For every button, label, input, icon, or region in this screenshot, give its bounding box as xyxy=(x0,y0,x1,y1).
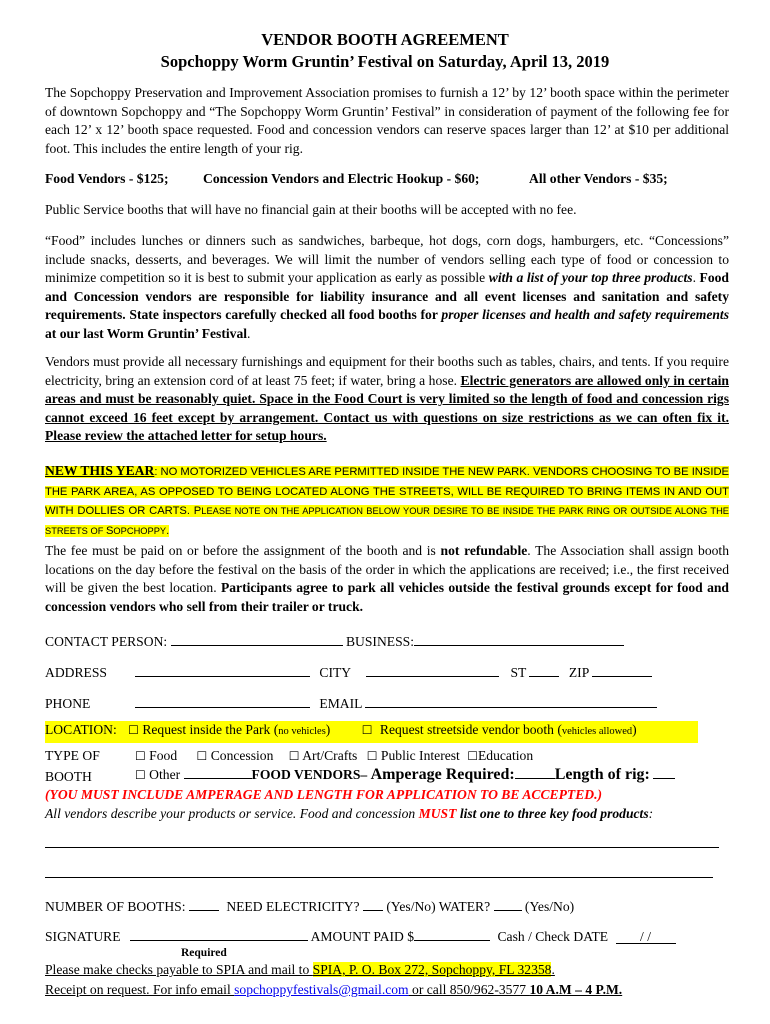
option-other: Other xyxy=(149,767,181,782)
electricity-label: NEED ELECTRICITY? xyxy=(226,899,360,914)
phone-email-row[interactable] xyxy=(135,696,657,712)
fee-food: Food Vendors - $125; xyxy=(45,171,169,186)
checkbox-other-icon[interactable]: ☐ xyxy=(135,768,146,782)
amount-label: AMOUNT PAID $ xyxy=(310,929,415,944)
describe-list: list one to three key food products xyxy=(456,806,649,821)
water-yes-no: (Yes/No) xyxy=(524,899,575,914)
products-line-1[interactable] xyxy=(45,847,719,848)
cash-check-label: Cash / Check DATE xyxy=(497,929,609,944)
food-paragraph xyxy=(45,232,729,344)
describe-text: All vendors describe your products or service. Food and concession xyxy=(45,806,419,821)
amperage-label: Amperage Required: xyxy=(370,766,515,783)
city-input[interactable] xyxy=(366,665,499,677)
food-last-festival: at our last Worm Gruntin’ Festival xyxy=(45,325,248,341)
email-label: EMAIL xyxy=(319,696,362,711)
option-concession: Concession xyxy=(210,748,274,763)
contact-email-link[interactable]: sopchoppyfestivals@gmail.com xyxy=(234,982,409,997)
new-this-year-label: NEW THIS YEAR xyxy=(45,463,155,478)
option-art-crafts: Art/Crafts xyxy=(302,748,358,763)
fee-concession: Concession Vendors and Electric Hookup - $60; xyxy=(203,171,480,186)
signature-label: SIGNATURE xyxy=(45,929,121,944)
contact-hours: 10 A.M – 4 P.M. xyxy=(529,982,623,997)
address-input-row[interactable] xyxy=(135,665,652,681)
public-service-paragraph: Public Service booths that will have no financial gain at their booths will be accepted with no fee. xyxy=(45,202,577,217)
document-subtitle: Sopchoppy Worm Gruntin’ Festival on Saturday, April 13, 2019 xyxy=(160,52,610,71)
booths-row xyxy=(45,899,574,915)
checks-text: Please make checks payable to SPIA and mail to xyxy=(45,962,313,977)
document-title: VENDOR BOOTH AGREEMENT xyxy=(261,30,509,49)
new-this-year-text: : NO MOTORIZED VEHICLES ARE PERMITTED INSIDE THE NEW PARK. VENDORS CHOOSING TO BE INSIDE THE PARK AREA, AS OPPOSED TO BEING LOCATED ALONG THE STREETS, WILL BE REQUIRED TO BRING ITEMS IN AND OUT WITH DOLLIES OR CARTS. P xyxy=(45,466,729,517)
contact-person-label: CONTACT PERSON: xyxy=(45,634,168,649)
new-this-year-s: S xyxy=(105,524,114,537)
checkbox-park-icon[interactable]: ☐ xyxy=(128,723,139,737)
receipt-text: Receipt on request. For info email xyxy=(45,982,235,997)
food-vendors-label: FOOD VENDORS– xyxy=(251,767,368,782)
phone-text: or call 850/962-3577 xyxy=(408,982,530,997)
vendors-paragraph xyxy=(45,353,729,446)
products-line-2[interactable] xyxy=(45,877,713,878)
business-label: BUSINESS: xyxy=(345,634,414,649)
business-input[interactable] xyxy=(414,634,624,646)
checks-instructions xyxy=(45,962,555,978)
address-input[interactable] xyxy=(135,665,310,677)
location-row xyxy=(45,721,698,743)
fee-other: All other Vendors - $35; xyxy=(529,171,668,186)
phone-label: PHONE xyxy=(45,696,91,711)
checkbox-art-icon[interactable]: ☐ xyxy=(288,749,300,763)
vendors-rules: Electric generators are allowed only in certain areas and must be reasonably quiet. Space in the Food Court is very limited so the length of food and concession rigs cannot exceed 16 feet except by arrangement. Contact us with questions on size restrictions as we can often fix it. Please review the attached letter for setup hours. xyxy=(45,372,729,444)
state-label: ST xyxy=(510,665,527,680)
amount-input[interactable] xyxy=(414,929,490,941)
checkbox-education-icon[interactable]: ☐ xyxy=(467,749,478,763)
new-this-year-notice xyxy=(45,461,729,541)
receipt-info xyxy=(45,982,622,998)
checkbox-public-icon[interactable]: ☐ xyxy=(366,749,378,763)
must-include-notice: (YOU MUST INCLUDE AMPERAGE AND LENGTH FOR APPLICATION TO BE ACCEPTED.) xyxy=(45,787,603,802)
food-punct: . xyxy=(692,270,700,286)
fee-text: The fee must be paid on or before the assignment of the booth and is xyxy=(45,543,441,558)
location-street-label: Request streetside vendor booth ( xyxy=(379,722,562,737)
option-food: Food xyxy=(149,748,178,763)
type-label-1: TYPE OF xyxy=(45,748,100,763)
food-responsibility: Food and Concession vendors are responsible for liability insurance and all event licenses and sanitation and safety requirements. State inspectors carefully checked all food booths for xyxy=(45,270,729,323)
water-input[interactable] xyxy=(494,899,522,911)
location-street-end: ) xyxy=(632,722,637,737)
location-park-end: ) xyxy=(325,722,331,737)
food-text: “Food” includes lunches or dinners such as sandwiches, barbeque, hot dogs, corn dogs, hamburgers, etc. “Concessions” include snacks, desserts, and beverages. We will limit the number of vendors selling each type of food or concession to minimize competition so it is best to submit your application as early as possible xyxy=(45,233,729,286)
type-options-row xyxy=(135,748,533,764)
address-label: ADDRESS xyxy=(45,665,107,680)
option-public-interest: Public Interest xyxy=(380,748,460,763)
booths-input[interactable] xyxy=(189,899,219,911)
booths-label: NUMBER OF BOOTHS: xyxy=(45,899,186,914)
checkbox-concession-icon[interactable]: ☐ xyxy=(196,749,208,763)
vendors-text: Vendors must provide all necessary furnishings and equipment for their booths such as tables, chairs, and tents. If you require electricity, bring an extension cord of at least 75 feet; if water, bring a hose. xyxy=(45,354,729,388)
mailing-address: SPIA, P. O. Box 272, Sopchoppy, FL 32358 xyxy=(312,962,552,977)
location-label: LOCATION: xyxy=(45,722,117,737)
fee-paragraph xyxy=(45,542,729,616)
location-park-note: no vehicles xyxy=(278,726,326,737)
signature-row xyxy=(45,929,676,945)
date-input[interactable]: / / xyxy=(616,929,676,944)
food-end: . xyxy=(247,325,251,341)
describe-must: MUST xyxy=(418,806,457,821)
option-education: Education xyxy=(478,748,534,763)
describe-instructions xyxy=(45,806,653,822)
location-street-note: vehicles allowed xyxy=(561,726,633,737)
checkbox-food-icon[interactable]: ☐ xyxy=(135,749,146,763)
location-park-label: Request inside the Park ( xyxy=(142,722,279,737)
zip-input[interactable] xyxy=(592,665,652,677)
amperage-input[interactable] xyxy=(515,767,555,779)
new-this-year-note: LEASE NOTE ON THE APPLICATION BELOW YOUR DESIRE TO BE INSIDE THE PARK RING OR OUTSIDE ALONG THE STREETS OF xyxy=(45,506,729,536)
checkbox-street-icon[interactable]: ☐ xyxy=(361,723,373,737)
fee-assignment-text: . The Association shall assign booth locations on the day before the festival on the basis of the order in which the applications are received; i.e., the first received will be given the best location. xyxy=(45,543,729,596)
contact-person-input[interactable] xyxy=(171,634,343,646)
type-label-2: BOOTH xyxy=(45,769,92,784)
signature-required-note: Required xyxy=(181,947,227,959)
other-row xyxy=(135,766,675,784)
length-label: Length of rig: xyxy=(554,766,650,783)
checks-end: . xyxy=(551,962,555,977)
parking-rule: Participants agree to park all vehicles outside the festival grounds except for food and concession vendors who sell from their trailer or truck. xyxy=(45,580,729,614)
state-input[interactable] xyxy=(529,665,559,677)
contact-person-field[interactable] xyxy=(45,634,624,650)
phone-input[interactable] xyxy=(135,696,310,708)
new-this-year-end: . xyxy=(166,524,170,537)
length-input[interactable] xyxy=(653,767,675,779)
describe-colon: : xyxy=(648,806,654,821)
signature-input[interactable] xyxy=(130,929,308,941)
zip-label: ZIP xyxy=(568,665,589,680)
other-input[interactable] xyxy=(184,767,252,779)
electricity-input[interactable] xyxy=(363,899,383,911)
food-list-emphasis: with a list of your top three products xyxy=(488,270,693,286)
water-label: (Yes/No) WATER? xyxy=(386,899,491,914)
intro-paragraph: The Sopchoppy Preservation and Improvement Association promises to furnish a 12’ by 12’ booth space within the perimeter of downtown Sopchoppy and “The Sopchoppy Worm Gruntin’ Festival” in consideration of payment of the following fee for each 12’ x 12’ booth space requested. Food and concession vendors can reserve spaces larger than 12’ at $10 per additional foot. This includes the entire length of your rig. xyxy=(45,85,729,156)
city-label: CITY xyxy=(319,665,351,680)
food-licenses-emphasis: proper licenses and health and safety requirements xyxy=(441,307,729,323)
new-this-year-town: OPCHOPPY xyxy=(113,525,167,536)
email-input[interactable] xyxy=(365,696,657,708)
not-refundable: not refundable xyxy=(440,543,528,558)
